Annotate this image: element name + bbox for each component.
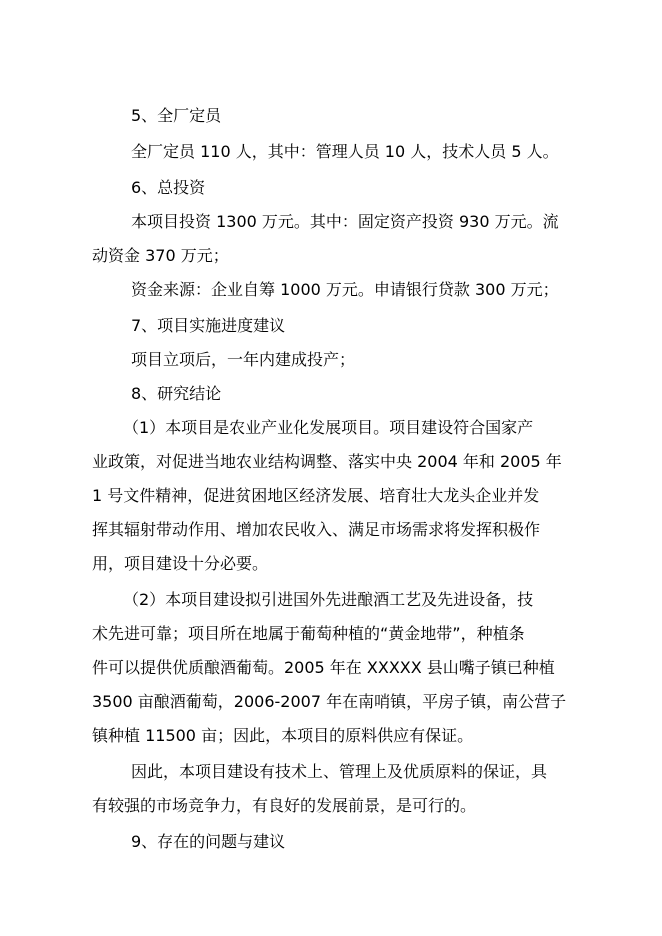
paragraph-line: 3500 亩酿酒葡萄，2006-2007 年在南哨镇，平房子镇，南公营子 [92,692,567,711]
paragraph-line: 术先进可靠；项目所在地属于葡萄种植的“黄金地带”，种植条 [92,624,525,643]
heading-total-investment: 6、总投资 [131,178,206,197]
paragraph-line: （2）本项目建设拟引进国外先进酿酒工艺及先进设备，技 [123,590,534,609]
paragraph-line: （1）本项目是农业产业化发展项目。项目建设符合国家产 [123,418,534,437]
paragraph-line: 业政策，对促进当地农业结构调整、落实中央 2004 年和 2005 年 [92,452,562,471]
paragraph-line: 资金来源：企业自筹 1000 万元。申请银行贷款 300 万元； [131,280,559,299]
paragraph-line: 1 号文件精神，促进贫困地区经济发展、培育壮大龙头企业并发 [92,486,540,505]
heading-issues-suggestions: 9、存在的问题与建议 [131,832,286,851]
paragraph-line: 镇种植 11500 亩；因此，本项目的原料供应有保证。 [92,726,474,745]
paragraph-line: 挥其辐射带动作用、增加农民收入、满足市场需求将发挥积极作 [92,520,541,539]
paragraph-line: 全厂定员 110 人，其中：管理人员 10 人，技术人员 5 人。 [131,142,559,161]
paragraph-line: 项目立项后，一年内建成投产； [131,350,356,369]
paragraph-line: 件可以提供优质酿酒葡萄。2005 年在 XXXXX 县山嘴子镇已种植 [92,658,555,677]
paragraph-line: 有较强的市场竞争力，有良好的发展前景，是可行的。 [92,796,477,815]
paragraph-line: 用，项目建设十分必要。 [92,554,269,573]
paragraph-line: 本项目投资 1300 万元。其中：固定资产投资 930 万元。流 [131,212,559,231]
paragraph-line: 动资金 370 万元； [92,246,229,265]
heading-schedule: 7、项目实施进度建议 [131,316,286,335]
heading-staffing: 5、全厂定员 [131,106,222,125]
heading-conclusion: 8、研究结论 [131,384,222,403]
paragraph-line: 因此，本项目建设有技术上、管理上及优质原料的保证，具 [131,762,548,781]
